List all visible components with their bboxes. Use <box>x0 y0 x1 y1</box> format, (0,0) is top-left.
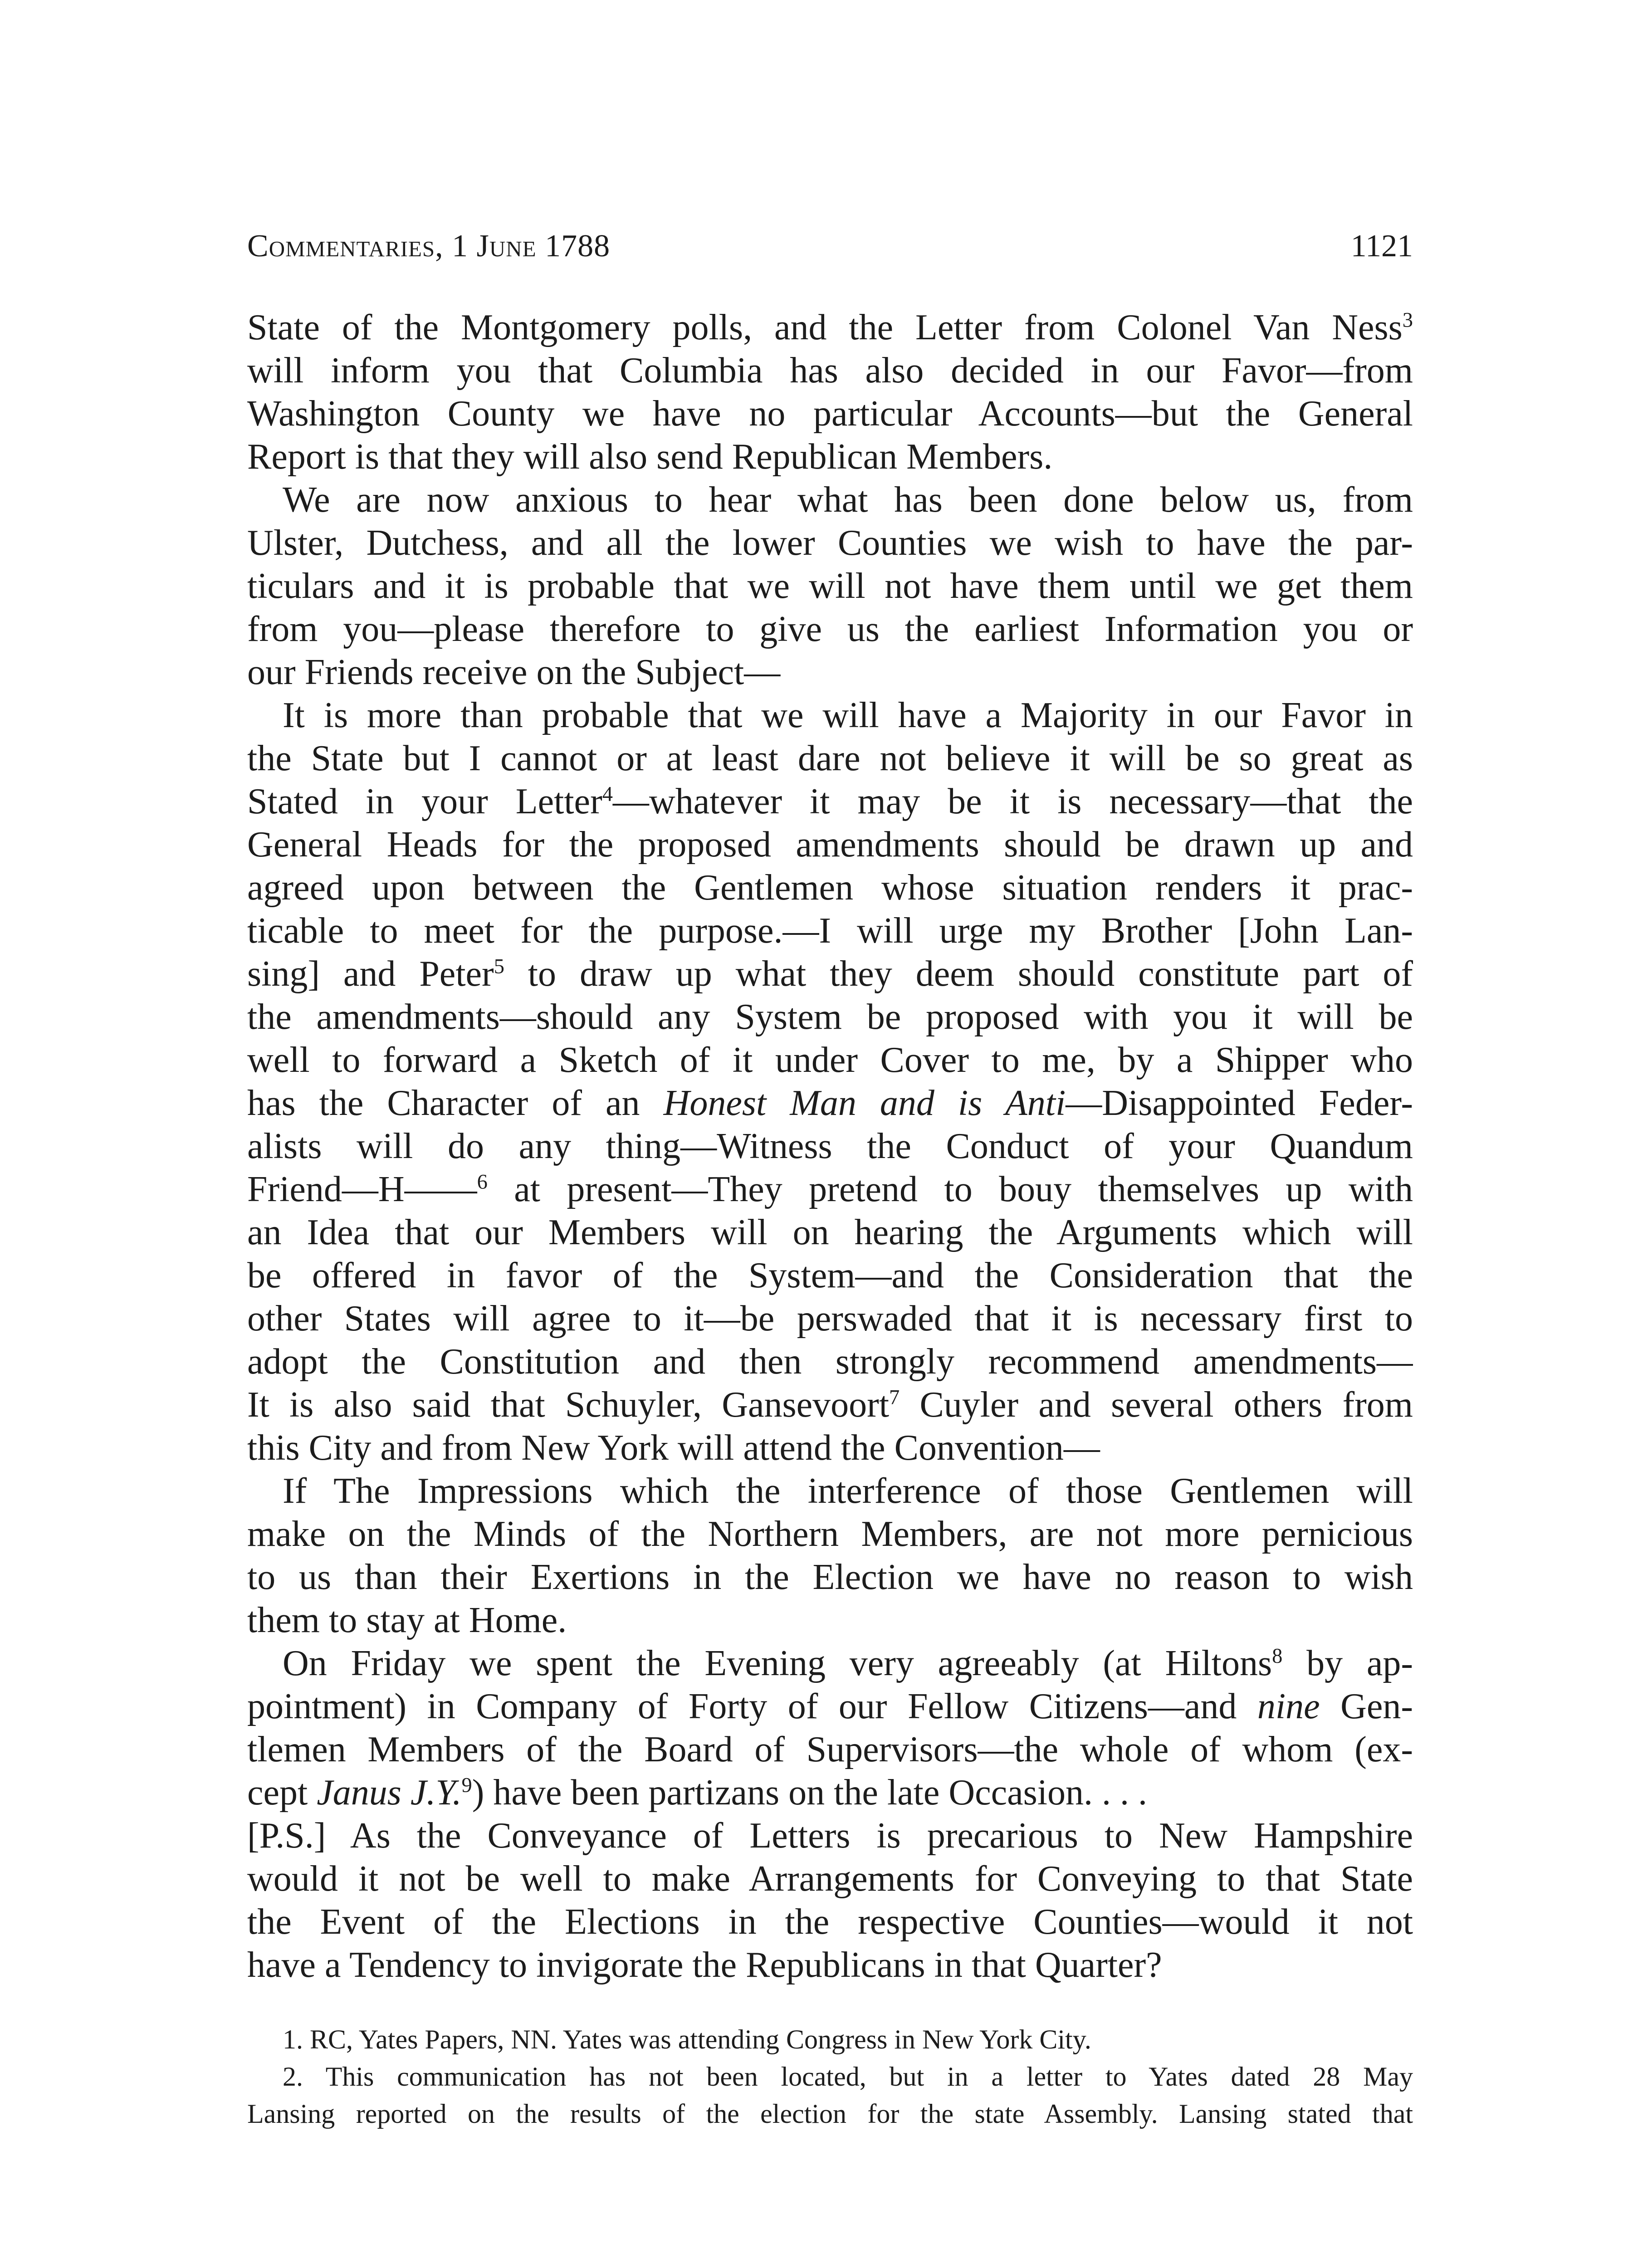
text-line: cept Janus J.Y.$^9$) have been partizans on the late Occasion. . . . <box>247 1773 1148 1813</box>
text-line: be offered in favor of the System—and the Consideration that the <box>247 1256 1413 1295</box>
text-line: an Idea that our Members will on hearing the Arguments which will <box>247 1212 1413 1252</box>
text-line: pointment) in Company of Forty of our Fellow Citizens—and nine Gen- <box>247 1686 1413 1726</box>
footnote-2: 2. This communication has not been located, but in a letter to Yates dated 28 May <box>283 2062 1413 2092</box>
text-line: adopt the Constitution and then strongly recommend amendments— <box>247 1342 1413 1382</box>
text-line: from you—please therefore to give us the earliest Information you or <box>247 609 1413 649</box>
text-line: Friend—H——$^6$ at present—They pretend to bouy themselves up with <box>247 1169 1413 1209</box>
text-line: make on the Minds of the Northern Members, are not more pernicious <box>247 1514 1413 1554</box>
text-line: the Event of the Elections in the respective Counties—would it not <box>247 1902 1413 1942</box>
paragraph-start: On Friday we spent the Evening very agreeably (at Hiltons$^8$ by ap- <box>283 1643 1413 1683</box>
footnote-2-continued: Lansing reported on the results of the election for the state Assembly. Lansing stated that <box>247 2099 1413 2129</box>
postscript-start: [P.S.] As the Conveyance of Letters is precarious to New Hampshire <box>247 1816 1413 1856</box>
text-line: Stated in your Letter$^4$—whatever it may be it is necessary—that the <box>247 782 1413 821</box>
text-line: to us than their Exertions in the Election we have no reason to wish <box>247 1557 1413 1597</box>
text-line: this City and from New York will attend the Convention— <box>247 1428 1100 1468</box>
letter-body <box>247 306 1413 1987</box>
italic-name: Janus J.Y. <box>317 1773 462 1813</box>
text-line: have a Tendency to invigorate the Republicans in that Quarter? <box>247 1945 1162 1985</box>
footnote-ref-5: 5 <box>494 955 504 978</box>
text-line: It is also said that Schuyler, Gansevoort$^7$ Cuyler and several others from <box>247 1385 1413 1425</box>
text-line: other States will agree to it—be perswaded that it is necessary first to <box>247 1299 1413 1339</box>
text-line: sing] and Peter$^5$ to draw up what they deem should constitute part of <box>247 954 1413 994</box>
page-number: 1121 <box>1350 229 1413 264</box>
paragraph-start: We are now anxious to hear what has been done below us, from <box>283 480 1413 520</box>
text-line: the State but I cannot or at least dare not believe it will be so great as <box>247 738 1413 778</box>
text-line: Washington County we have no particular Accounts—but the General <box>247 394 1413 434</box>
text-line: alists will do any thing—Witness the Conduct of your Quandum <box>247 1126 1413 1166</box>
text-line: the amendments—should any System be proposed with you it will be <box>247 997 1413 1037</box>
running-head <box>247 224 1413 269</box>
text-line: Ulster, Dutchess, and all the lower Counties we wish to have the par- <box>247 523 1413 563</box>
text-line: well to forward a Sketch of it under Cover to me, by a Shipper who <box>247 1040 1413 1080</box>
footnote-ref-8: 8 <box>1272 1644 1283 1668</box>
running-head-title: Commentaries, 1 June 1788 <box>247 229 611 264</box>
footnotes <box>247 2021 1413 2132</box>
text-line: Report is that they will also send Republican Members. <box>247 437 1053 477</box>
footnote-ref-9: 9 <box>461 1774 472 1797</box>
footnote-ref-4: 4 <box>602 782 613 806</box>
footnote-1: 1. RC, Yates Papers, NN. Yates was attending Congress in New York City. <box>283 2024 1091 2054</box>
footnote-ref-7: 7 <box>889 1386 900 1409</box>
text-line: agreed upon between the Gentlemen whose situation renders it prac- <box>247 868 1413 908</box>
italic-phrase: Honest Man and is Anti <box>663 1083 1066 1123</box>
text-line: State of the Montgomery polls, and the Letter from Colonel Van Ness$^3$ <box>247 308 1413 347</box>
text-line: them to stay at Home. <box>247 1600 567 1640</box>
text-line: tlemen Members of the Board of Supervisors—the whole of whom (ex- <box>247 1730 1413 1769</box>
text-line: our Friends receive on the Subject— <box>247 652 781 692</box>
paragraph-start: It is more than probable that we will have a Majority in our Favor in <box>283 695 1413 735</box>
footnote-ref-6: 6 <box>477 1170 488 1194</box>
footnote-ref-3: 3 <box>1402 308 1413 332</box>
text-line: ticable to meet for the purpose.—I will urge my Brother [John Lan- <box>247 911 1413 951</box>
text-line: would it not be well to make Arrangements for Conveying to that State <box>247 1859 1413 1899</box>
text-line: has the Character of an Honest Man and is Anti—Disappointed Feder- <box>247 1083 1413 1123</box>
paragraph-start: If The Impressions which the interference of those Gentlemen will <box>283 1471 1413 1511</box>
text-line: General Heads for the proposed amendments should be drawn up and <box>247 825 1413 865</box>
italic-word: nine <box>1257 1686 1320 1726</box>
text-line: ticulars and it is probable that we will not have them until we get them <box>247 566 1413 606</box>
text-line: will inform you that Columbia has also decided in our Favor—from <box>247 351 1413 391</box>
